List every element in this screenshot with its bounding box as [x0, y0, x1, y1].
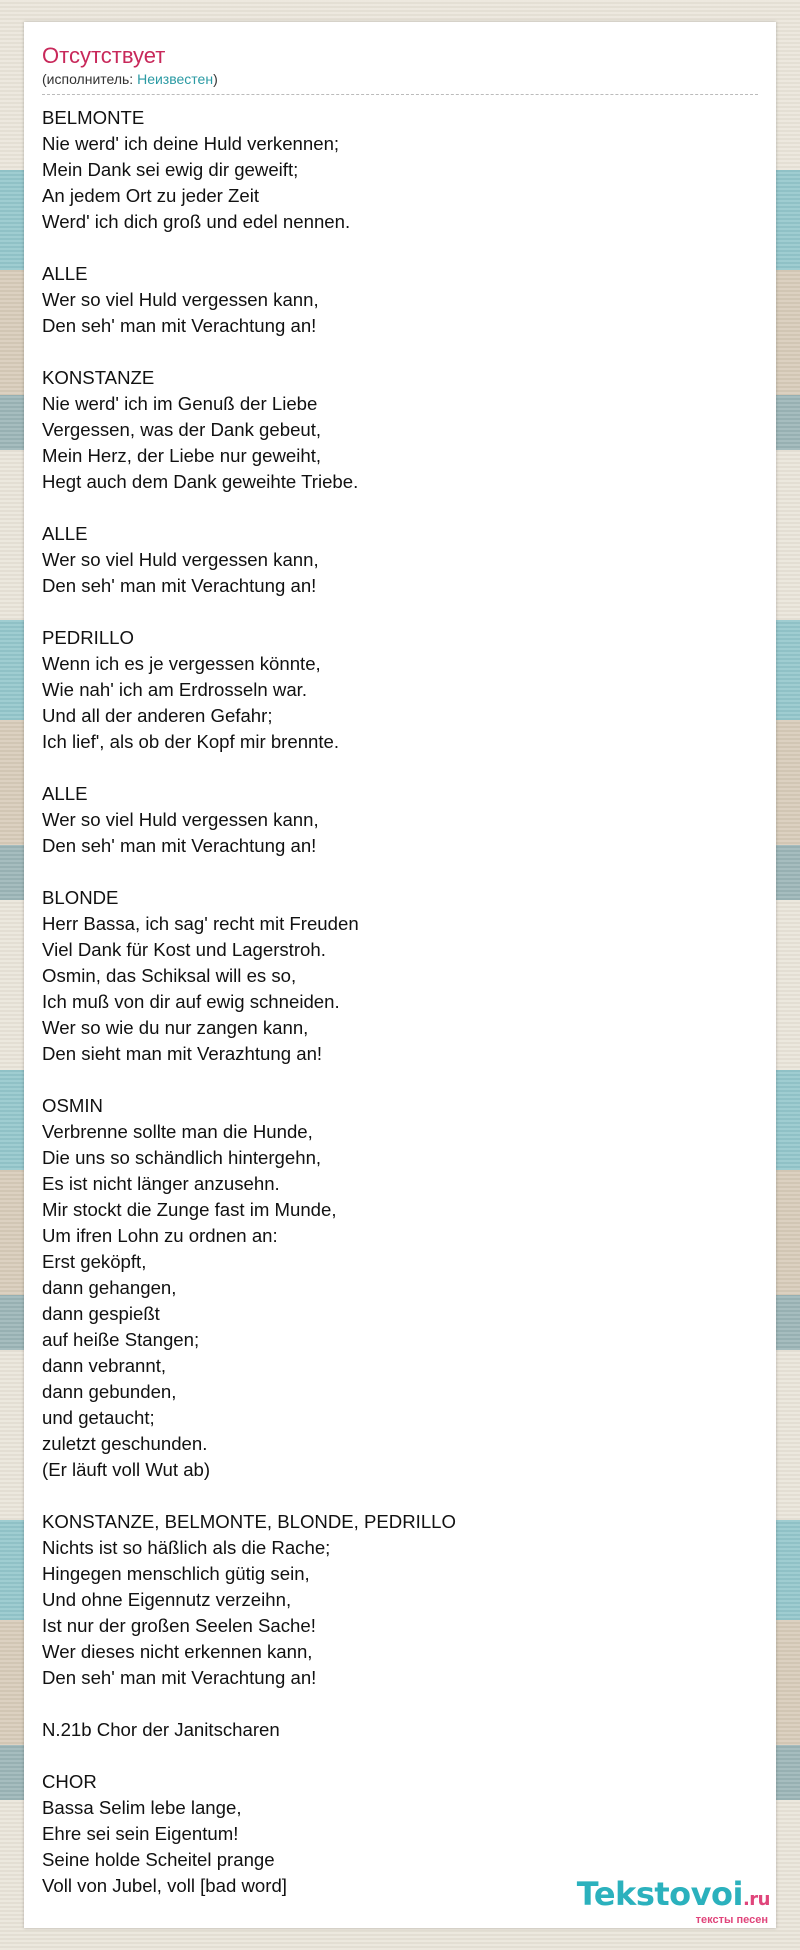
lyric-line: Herr Bassa, ich sag' recht mit Freuden: [42, 913, 359, 934]
lyric-line: Hegt auch dem Dank geweihte Triebe.: [42, 471, 359, 492]
lyric-line: Ich muß von dir auf ewig schneiden.: [42, 991, 340, 1012]
lyric-line: OSMIN: [42, 1095, 103, 1116]
lyric-line: Den seh' man mit Verachtung an!: [42, 575, 317, 596]
site-logo[interactable]: [577, 1877, 770, 1926]
lyric-line: Vergessen, was der Dank gebeut,: [42, 419, 322, 440]
lyric-line: Den seh' man mit Verachtung an!: [42, 1667, 317, 1688]
lyric-line: KONSTANZE: [42, 367, 155, 388]
lyric-line: Und ohne Eigennutz verzeihn,: [42, 1589, 292, 1610]
lyric-line: ALLE: [42, 263, 88, 284]
lyric-line: BLONDE: [42, 887, 119, 908]
lyric-line: Die uns so schändlich hintergehn,: [42, 1147, 322, 1168]
lyric-line: [42, 755, 758, 781]
lyric-line: Werd' ich dich groß und edel nennen.: [42, 211, 351, 232]
lyric-line: [42, 599, 758, 625]
lyric-line: Den seh' man mit Verachtung an!: [42, 315, 317, 336]
song-title: Отсутствует: [42, 43, 166, 68]
logo-wordmark: [577, 1877, 770, 1917]
byline-prefix: (исполнитель:: [42, 71, 138, 87]
lyric-line: dann gebunden,: [42, 1381, 177, 1402]
lyric-line: Voll von Jubel, voll [bad word]: [42, 1875, 287, 1896]
lyric-line: Und all der anderen Gefahr;: [42, 705, 273, 726]
lyric-line: Ehre sei sein Eigentum!: [42, 1823, 239, 1844]
lyric-line: N.21b Chor der Janitscharen: [42, 1719, 280, 1740]
lyric-line: [42, 495, 758, 521]
logo-name: Tekstovoi: [576, 1875, 743, 1913]
logo-tld: .ru: [742, 1889, 770, 1910]
lyric-line: Es ist nicht länger anzusehn.: [42, 1173, 280, 1194]
lyric-line: Wer so wie du nur zangen kann,: [42, 1017, 309, 1038]
lyric-line: KONSTANZE, BELMONTE, BLONDE, PEDRILLO: [42, 1511, 456, 1532]
lyric-line: Wer so viel Huld vergessen kann,: [42, 549, 319, 570]
lyric-line: (Er läuft voll Wut ab): [42, 1459, 211, 1480]
lyric-line: Nie werd' ich im Genuß der Liebe: [42, 393, 318, 414]
logo-tagline: тексты песен: [695, 1914, 768, 1926]
lyric-line: Erst geköpft,: [42, 1251, 147, 1272]
lyric-line: Wer so viel Huld vergessen kann,: [42, 289, 319, 310]
lyrics-card: [24, 22, 776, 1928]
lyric-line: [42, 235, 758, 261]
lyric-line: Ich lief', als ob der Kopf mir brennte.: [42, 731, 340, 752]
lyric-line: [42, 859, 758, 885]
lyric-line: Ist nur der großen Seelen Sache!: [42, 1615, 316, 1636]
lyric-line: Seine holde Scheitel prange: [42, 1849, 275, 1870]
lyric-line: Bassa Selim lebe lange,: [42, 1797, 242, 1818]
lyric-line: CHOR: [42, 1771, 97, 1792]
lyric-line: Viel Dank für Kost und Lagerstroh.: [42, 939, 326, 960]
lyrics-text: [42, 105, 758, 1899]
lyric-line: [42, 339, 758, 365]
lyric-line: Mein Dank sei ewig dir geweift;: [42, 159, 299, 180]
lyric-line: [42, 1691, 758, 1717]
lyric-line: Den sieht man mit Verazhtung an!: [42, 1043, 323, 1064]
lyric-line: Um ifren Lohn zu ordnen an:: [42, 1225, 278, 1246]
lyric-line: Wer so viel Huld vergessen kann,: [42, 809, 319, 830]
lyric-line: Hingegen menschlich gütig sein,: [42, 1563, 310, 1584]
lyric-line: dann gespießt: [42, 1303, 160, 1324]
lyric-line: Mir stockt die Zunge fast im Munde,: [42, 1199, 337, 1220]
lyric-line: dann gehangen,: [42, 1277, 177, 1298]
lyric-line: Verbrenne sollte man die Hunde,: [42, 1121, 313, 1142]
lyric-line: BELMONTE: [42, 107, 145, 128]
lyric-line: auf heiße Stangen;: [42, 1329, 200, 1350]
lyric-line: [42, 1743, 758, 1769]
lyric-line: [42, 1483, 758, 1509]
lyric-line: Den seh' man mit Verachtung an!: [42, 835, 317, 856]
lyric-line: Osmin, das Schiksal will es so,: [42, 965, 297, 986]
artist-link[interactable]: Неизвестен: [137, 71, 214, 87]
lyric-line: Mein Herz, der Liebe nur geweiht,: [42, 445, 322, 466]
lyric-line: und getaucht;: [42, 1407, 155, 1428]
lyric-line: ALLE: [42, 783, 88, 804]
lyric-line: Nie werd' ich deine Huld verkennen;: [42, 133, 340, 154]
lyric-line: Wenn ich es je vergessen könnte,: [42, 653, 321, 674]
lyric-line: ALLE: [42, 523, 88, 544]
byline-suffix: ): [213, 71, 218, 87]
lyric-line: Wer dieses nicht erkennen kann,: [42, 1641, 313, 1662]
lyric-line: Nichts ist so häßlich als die Rache;: [42, 1537, 331, 1558]
lyric-line: dann vebrannt,: [42, 1355, 167, 1376]
lyric-line: zuletzt geschunden.: [42, 1433, 208, 1454]
lyric-line: PEDRILLO: [42, 627, 134, 648]
lyric-line: Wie nah' ich am Erdrosseln war.: [42, 679, 307, 700]
lyric-line: An jedem Ort zu jeder Zeit: [42, 185, 260, 206]
lyric-line: [42, 1067, 758, 1093]
artist-byline: [42, 70, 758, 95]
